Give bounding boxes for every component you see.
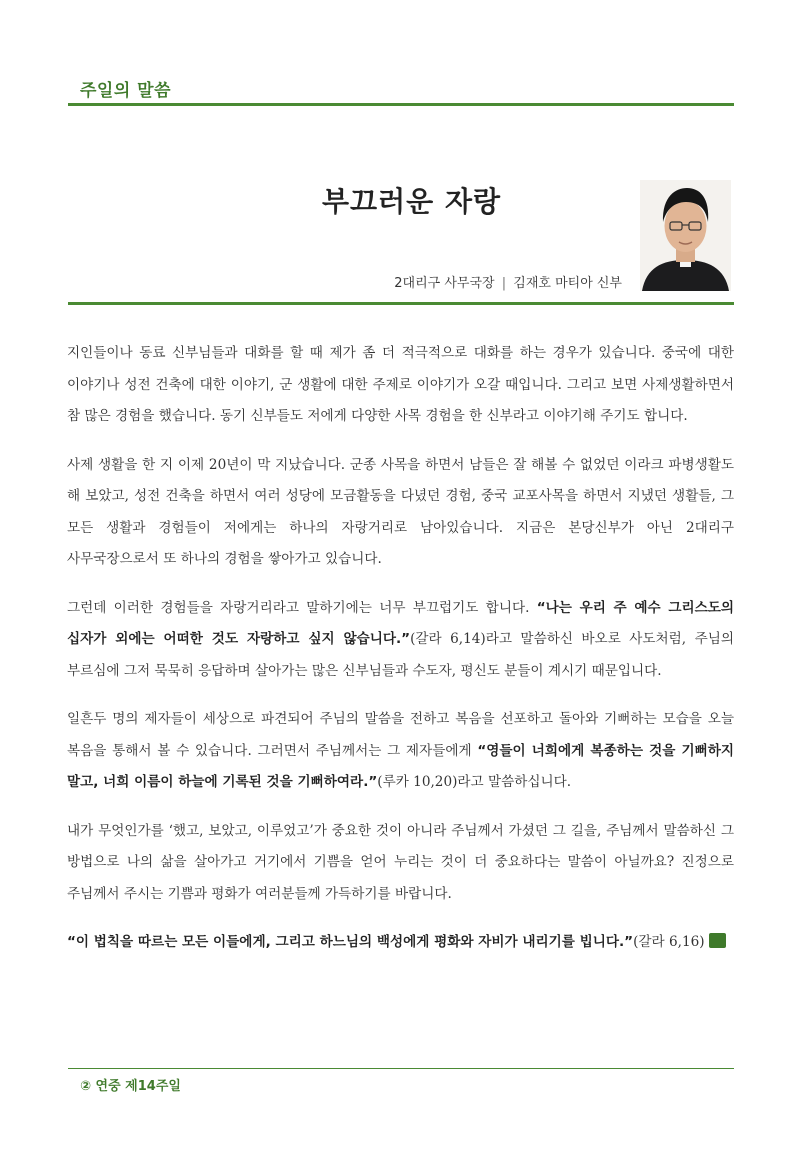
- paragraph-text: (갈라 6,16): [633, 934, 705, 950]
- section-label: 주일의 말씀: [80, 81, 172, 101]
- byline-role: 2대리구 사무국장: [394, 276, 495, 291]
- article-body: [67, 338, 734, 976]
- scripture-quote: “영들이 너희에게 복종하는 것을 기뻐하지 말고, 너희 이름이 하늘에 기록된 것을 기뻐하여라.”: [67, 742, 734, 790]
- paragraph-text: (루카 10,20)라고 말씀하십니다.: [377, 774, 572, 790]
- byline-separator: |: [501, 276, 507, 291]
- end-mark-icon: [709, 933, 726, 948]
- paragraph: [67, 450, 734, 576]
- footer-rule: [68, 1068, 734, 1069]
- paragraph-text: 그런데 이러한 경험들을 자랑거리라고 말하기에는 너무 부끄럽기도 합니다.: [67, 599, 537, 616]
- paragraph-text: 내가 무엇인가를 ‘했고, 보았고, 이루었고’가 중요한 것이 아니라 주님께서 가셨던 그 길을, 주님께서 말씀하신 그 방법으로 나의 삶을 살아가고 거기에서 기쁨을 얻어 누리는 것이 더 중요하다는 말씀이 아닐까요? 진정으로 주님께서 주시는 기쁨과 평화가 여러분들께 가득하기를 바랍니다.: [67, 822, 734, 902]
- byline: [394, 272, 622, 291]
- paragraph-text: 지인들이나 동료 신부님들과 대화를 할 때 제가 좀 더 적극적으로 대화를 하는 경우가 있습니다. 중국에 대한 이야기나 성전 건축에 대한 이야기, 군 생활에 대한 주제로 이야기가 오갈 때입니다. 그리고 보면 사제생활하면서 참 많은 경험을 했습니다. 동기 신부들도 저에게 다양한 사목 경험을 한 신부라고 이야기해 주기도 합니다.: [67, 345, 734, 424]
- paragraph-text: (갈라 6,14)라고 말씀하신 바오로 사도처럼, 주님의 부르심에 그저 묵묵히 응답하며 살아가는 많은 신부님들과 수도자, 평신도 분들이 계시기 때문입니다.: [67, 631, 734, 679]
- paragraph: [67, 927, 734, 959]
- paragraph: [67, 338, 734, 433]
- paragraph: [67, 704, 734, 799]
- title-rule: [68, 302, 734, 305]
- paragraph: [67, 816, 734, 911]
- article-title: 부끄러운 자랑: [322, 185, 502, 218]
- scripture-quote: “이 법칙을 따르는 모든 이들에게, 그리고 하느님의 백성에게 평화와 자비가 내리기를 빕니다.”: [67, 934, 634, 950]
- page-footer: ② 연중 제14주일: [80, 1079, 181, 1094]
- paragraph-text: 일흔두 명의 제자들이 세상으로 파견되어 주님의 말씀을 전하고 복음을 선포하고 돌아와 기뻐하는 모습을 오늘 복음을 통해서 볼 수 있습니다. 그러면서 주님께서는 그 제자들에게: [67, 711, 734, 759]
- header-rule: [68, 103, 734, 106]
- byline-name: 김재호 마티아 신부: [513, 276, 622, 291]
- author-photo: [640, 180, 731, 291]
- scripture-quote: “나는 우리 주 예수 그리스도의 십자가 외에는 어떠한 것도 자랑하고 싶지 않습니다.”: [67, 599, 734, 647]
- paragraph: [67, 593, 734, 688]
- paragraph-text: 사제 생활을 한 지 이제 20년이 막 지났습니다. 군종 사목을 하면서 남들은 잘 해볼 수 없었던 이라크 파병생활도 해 보았고, 성전 건축을 하면서 여러 성당에 모금활동을 다녔던 경험, 중국 교포사목을 하면서 지냈던 생활들, 그 모든 생활과 경험들이 저에게는 하나의 자랑거리로 남아있습니다. 지금은 본당신부가 아닌 2대리구 사무국장으로서 또 하나의 경험을 쌓아가고 있습니다.: [67, 456, 734, 567]
